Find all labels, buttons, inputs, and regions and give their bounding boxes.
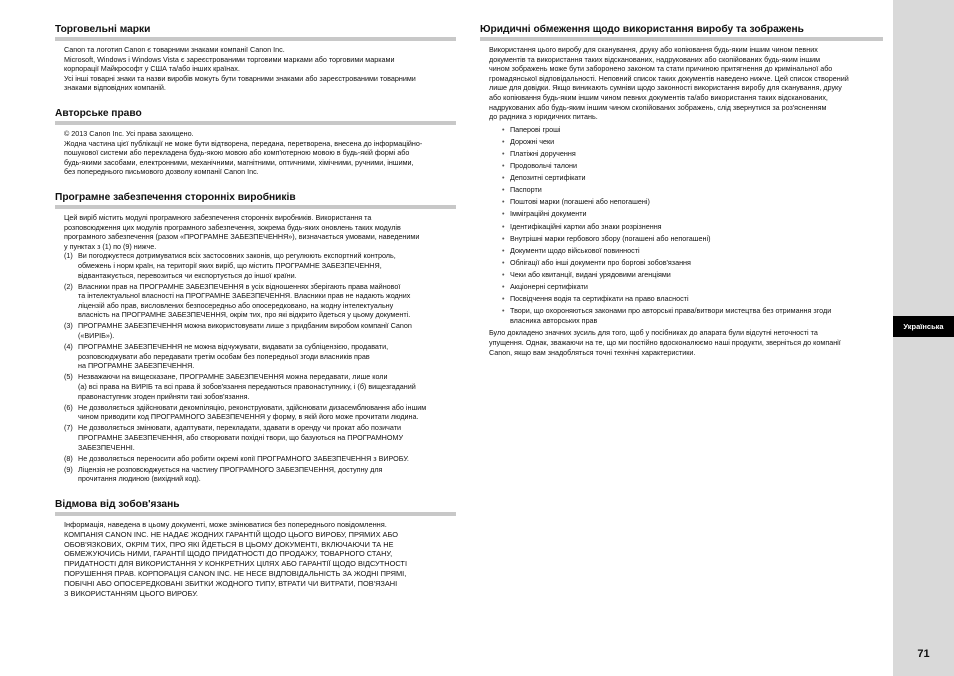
- section-disclaimer: [55, 499, 456, 598]
- legal-limitations-intro: [489, 45, 883, 122]
- bullet-icon: •: [502, 245, 505, 255]
- bullet-icon: •: [502, 197, 505, 207]
- restricted-document-text: Продовольчі талони: [510, 161, 578, 171]
- condition-item: [64, 423, 456, 452]
- text-line: програмного забезпечення (разом «ПРОГРАМНЕ ЗАБЕЗПЕЧЕННЯ»), визначається умовами, наведеними: [64, 232, 420, 242]
- condition-text-line: Незважаючи на вищесказане, ПРОГРАМНЕ ЗАБЕЗПЕЧЕННЯ можна передавати, лише коли: [78, 372, 388, 382]
- text-line: Microsoft, Windows і Windows Vista є зареєстрованими торговими марками або торговими марками: [64, 54, 395, 64]
- condition-text-line: ПРОГРАМНЕ ЗАБЕЗПЕЧЕННЯ, або створювати похідні твори, що базуються на ПРОГРАМНОМУ: [78, 433, 404, 442]
- text-line: ПРИДАТНОСТІ ДЛЯ ВИКОРИСТАННЯ У КОНКРЕТНИХ ЦІЛЯХ АБО ГАРАНТІЇ ЩОДО ВІДСУТНОСТІ: [64, 559, 408, 569]
- condition-item: [64, 251, 456, 280]
- restricted-document-item: [502, 258, 883, 268]
- condition-text-line: ПРОГРАМНЕ ЗАБЕЗПЕЧЕННЯ не можна відчужувати, видавати за субліцензією, продавати,: [78, 342, 389, 352]
- text-line: у пунктах з (1) по (9) нижче.: [64, 241, 157, 251]
- text-line: Використання цього виробу для сканування, друку або копіювання будь-яким іншим чином певних: [489, 45, 818, 54]
- condition-item: [64, 403, 456, 422]
- condition-text-line: Не дозволяється змінювати, адаптувати, перекладати, здавати в оренду чи прокат або позичати: [78, 423, 402, 433]
- restricted-document-text: Внутрішні марки гербового збору (погашені або непогашені): [510, 233, 711, 243]
- condition-item: [64, 454, 456, 464]
- bullet-icon: •: [502, 269, 505, 279]
- condition-item: [64, 342, 456, 371]
- condition-text-line: чином приводити код ПРОГРАМНОГО ЗАБЕЗПЕЧЕННЯ у форму, в якій його може прочитати людина.: [78, 412, 419, 422]
- legal-limitations-closing: [489, 328, 883, 357]
- third-party-intro: [64, 213, 456, 251]
- copyright-text: [64, 129, 456, 177]
- restricted-document-item: [502, 282, 883, 292]
- condition-number: (1): [64, 251, 73, 261]
- left-column: [55, 24, 456, 613]
- restricted-document-text: Чеки або квитанції, видані урядовими агенціями: [510, 269, 671, 279]
- heading-trademarks: Торговельні марки: [55, 24, 456, 41]
- condition-text-line: розповсюджувати або передавати третім особам без попередньої згоди власників прав: [78, 351, 370, 361]
- restricted-document-text: Дорожні чеки: [510, 136, 555, 146]
- condition-text-line: Ви погоджуєтеся дотримуватися всіх застосовних законів, що регулюють експортний контроль,: [78, 251, 396, 261]
- text-line: ПОРУШЕННЯ ПРАВ. КОРПОРАЦІЯ CANON INC. НЕ НЕСЕ ВІДПОВІДАЛЬНІСТЬ ЗА ЖОДНІ ПРЯМІ,: [64, 568, 407, 578]
- text-line: лише для довідки. Якщо виникають сумніви щодо законності використання виробу для сканування, друку: [489, 83, 842, 93]
- text-line: документів та використання таких відсканованих, надрукованих або скопійованих будь-яким іншим: [489, 54, 821, 64]
- text-line: Цей виріб містить модулі програмного забезпечення сторонніх виробників. Використання та: [64, 212, 372, 222]
- text-line: надрукованих або будь-яким іншим чином скопійованих зображень, слід звернутися за роз'ясненням: [489, 102, 827, 112]
- bullet-icon: •: [502, 294, 505, 304]
- restricted-document-text: Паперові гроші: [510, 124, 561, 134]
- restricted-document-text: Посвідчення водія та сертифікати на право власності: [510, 294, 689, 304]
- restricted-document-item: [502, 161, 883, 171]
- restricted-document-text: Акціонерні сертифікати: [510, 281, 588, 291]
- restricted-document-text: Облігації або інші документи про боргові зобов'язання: [510, 257, 691, 267]
- condition-text-line: (а) всі права на ВИРІБ та всі права й зобов'язання передаються правонаступнику, і (б) вищезгаданий: [78, 382, 416, 392]
- page-number: 71: [917, 648, 930, 660]
- bullet-icon: •: [502, 281, 505, 291]
- text-line: до радника з юридичних питань.: [489, 112, 598, 122]
- condition-number: (3): [64, 321, 73, 331]
- text-line: корпорації Майкрософт у США та/або інших країнах.: [64, 64, 240, 74]
- text-line: Інформація, наведена в цьому документі, може змінюватися без попереднього повідомлення.: [64, 519, 387, 529]
- condition-item: [64, 282, 456, 320]
- text-line: ПОБІЧНІ АБО ОПОСЕРЕДКОВАНІ ЗБИТКИ ЖОДНОГО ТИПУ, ВТРАТИ ЧИ ВИТРАТИ, ПОВ'ЯЗАНІ: [64, 578, 398, 588]
- section-third-party-software: [55, 192, 456, 484]
- restricted-document-item: [502, 222, 883, 232]
- condition-text-line: обмежень і норм країн, на території яких виріб, що містить ПРОГРАМНЕ ЗАБЕЗПЕЧЕННЯ,: [78, 260, 382, 270]
- text-line: Жодна частина цієї публікації не може бути відтворена, передана, перетворена, внесена до інформаційно-: [64, 138, 423, 148]
- restricted-document-item: [502, 209, 883, 219]
- restricted-document-item: [502, 197, 883, 207]
- condition-number: (5): [64, 372, 73, 382]
- restricted-document-item: [502, 185, 883, 195]
- heading-legal-limitations: Юридичні обмеження щодо використання виробу та зображень: [480, 24, 883, 41]
- bullet-icon: •: [502, 124, 505, 134]
- restricted-document-item: [502, 306, 883, 325]
- restricted-document-item: [502, 294, 883, 304]
- heading-copyright: Авторське право: [55, 108, 456, 125]
- condition-text-line: Власники прав на ПРОГРАМНЕ ЗАБЕЗПЕЧЕННЯ в усіх відношеннях зберігають права майнової: [78, 281, 401, 291]
- restricted-documents-list: [502, 125, 883, 326]
- restricted-document-text: Платіжні доручення: [510, 148, 576, 158]
- bullet-icon: •: [502, 257, 505, 267]
- text-line: пошукової системи або перекладена будь-якою мовою або комп'ютерною мовою в будь-якій формі або: [64, 148, 410, 158]
- text-line: Усі інші товарні знаки та назви виробів можуть бути товарними знаками або зареєстрованими товарними: [64, 73, 416, 83]
- text-line: або копіювання будь-яким іншим чином певних документів та/або використання таких відсканованих,: [489, 92, 828, 102]
- condition-text-line: Ліцензія не розповсюджується на частину ПРОГРАМНОГО ЗАБЕЗПЕЧЕННЯ, доступну для: [78, 464, 383, 474]
- disclaimer-text: [64, 520, 456, 598]
- restricted-document-text: Депозитні сертифікати: [510, 173, 586, 183]
- condition-text-line: ЗАБЕЗПЕЧЕННІ.: [78, 442, 135, 452]
- text-line: упущення. Однак, зважаючи на те, що ми постійно вдосконалюємо наші продукти, зверніться до компанії: [489, 337, 841, 347]
- text-line: З ВИКОРИСТАННЯМ ЦЬОГО ВИРОБУ.: [64, 588, 198, 598]
- text-line: без попереднього письмового дозволу компанії Canon Inc.: [64, 167, 259, 177]
- restricted-document-text: Паспорти: [510, 185, 542, 195]
- text-line: Canon, якщо вам знадобляться точні технічні характеристики.: [489, 347, 696, 357]
- text-line: розповсюдження цих модулів програмного забезпечення, зокрема будь-яких оновлень таких модулів: [64, 222, 401, 232]
- bullet-icon: •: [502, 161, 505, 171]
- restricted-document-text: власника авторських прав: [510, 315, 598, 325]
- condition-text-line: та інтелектуальної власності на ПРОГРАМНЕ ЗАБЕЗПЕЧЕННЯ. Власники прав не надають жодних: [78, 291, 411, 301]
- text-line: чином зображень може бути заборонено законом та стати причиною притягнення до кримінальної або: [489, 64, 833, 74]
- condition-number: (8): [64, 453, 73, 463]
- text-line: ОБОВ'ЯЗКОВИХ, ОКРІМ ТИХ, ПРО ЯКІ ЙДЕТЬСЯ В ЦЬОМУ ДОКУМЕНТІ, ВКЛЮЧАЮЧИ ТА НЕ: [64, 539, 394, 549]
- condition-text-line: Не дозволяється здійснювати декомпіляцію, реконструювати, здійснювати дизасемблювання або іншим: [78, 402, 427, 412]
- right-column: [480, 24, 883, 372]
- text-line: © 2013 Canon Inc. Усі права захищено.: [64, 128, 194, 138]
- side-margin-strip: [893, 0, 954, 676]
- restricted-document-item: [502, 270, 883, 280]
- condition-text-line: власність на ПРОГРАМНЕ ЗАБЕЗПЕЧЕННЯ, окрім тих, про які відкрито йдеться у цьому документі.: [78, 310, 411, 320]
- condition-text-line: на ПРОГРАМНЕ ЗАБЕЗПЕЧЕННЯ.: [78, 361, 195, 371]
- bullet-icon: •: [502, 148, 505, 158]
- bullet-icon: •: [502, 221, 505, 231]
- text-line: Було докладено значних зусиль для того, щоб у посібниках до апарата були відсутні неточності та: [489, 328, 818, 338]
- restricted-document-text: Ідентифікаційні картки або знаки розрізнення: [510, 221, 662, 231]
- restricted-document-item: [502, 149, 883, 159]
- bullet-icon: •: [502, 185, 505, 195]
- text-line: знаками відповідних компаній.: [64, 83, 166, 93]
- condition-text-line: ПРОГРАМНЕ ЗАБЕЗПЕЧЕННЯ можна використовувати лише з придбаним виробом компанії Canon: [78, 321, 412, 331]
- bullet-icon: •: [502, 136, 505, 146]
- restricted-document-text: Твори, що охороняються законами про авторські права/витвори мистецтва без отримання згоди: [510, 306, 832, 316]
- condition-item: [64, 321, 456, 340]
- text-line: ОБМЕЖУЮЧИСЬ НИМИ, ГАРАНТІЇ ЩОДО ПРИДАТНОСТІ ДО ПРОДАЖУ, ТОВАРНОГО СТАНУ,: [64, 549, 393, 559]
- language-tab: Українська: [893, 316, 954, 337]
- bullet-icon: •: [502, 173, 505, 183]
- condition-text-line: («ВИРІБ»).: [78, 331, 115, 341]
- restricted-document-item: [502, 125, 883, 135]
- bullet-icon: •: [502, 233, 505, 243]
- heading-disclaimer: Відмова від зобов'язань: [55, 499, 456, 516]
- condition-text-line: відвантажується, перевозиться чи експортується до іншої країни.: [78, 270, 297, 280]
- condition-number: (2): [64, 281, 73, 291]
- restricted-document-item: [502, 137, 883, 147]
- restricted-document-text: Імміграційні документи: [510, 209, 587, 219]
- condition-text-line: правонаступник згоден прийняти такі зобов'язання.: [78, 391, 250, 401]
- condition-text-line: ліцензій або прав, висловлених безпосередньо або опосередковано, на жодну інтелектуальну: [78, 300, 394, 310]
- bullet-icon: •: [502, 306, 505, 316]
- text-line: КОМПАНІЯ CANON INC. НЕ НАДАЄ ЖОДНИХ ГАРАНТІЙ ЩОДО ЦЬОГО ВИРОБУ, ПРЯМИХ АБО: [64, 529, 398, 539]
- text-line: громадянської відповідальності. Неповний список таких документів наведено нижче. Цей список створений: [489, 73, 849, 83]
- restricted-document-item: [502, 173, 883, 183]
- condition-number: (4): [64, 342, 73, 352]
- restricted-document-text: Документи щодо військової повинності: [510, 245, 640, 255]
- text-line: будь-якими засобами, електронними, механічними, магнітними, оптичними, хімічними, ручними, іншими,: [64, 157, 414, 167]
- condition-item: [64, 465, 456, 484]
- restricted-document-item: [502, 246, 883, 256]
- third-party-conditions-list: [64, 251, 456, 484]
- section-copyright: [55, 108, 456, 177]
- restricted-document-text: Поштові марки (погашені або непогашені): [510, 197, 650, 207]
- condition-item: [64, 372, 456, 401]
- restricted-document-item: [502, 234, 883, 244]
- condition-number: (7): [64, 423, 73, 433]
- section-trademarks: [55, 24, 456, 93]
- condition-number: (6): [64, 402, 73, 412]
- trademarks-text: [64, 45, 456, 93]
- section-legal-limitations: [480, 24, 883, 357]
- bullet-icon: •: [502, 209, 505, 219]
- text-line: Canon та логотип Canon є товарними знаками компанії Canon Inc.: [64, 45, 285, 54]
- condition-number: (9): [64, 464, 73, 474]
- condition-text-line: Не дозволяється переносити або робити окремі копії ПРОГРАМНОГО ЗАБЕЗПЕЧЕННЯ з ВИРОБУ.: [78, 453, 409, 463]
- condition-text-line: прочитання людиною (вихідний код).: [78, 474, 201, 484]
- heading-third-party-software: Програмне забезпечення сторонніх виробників: [55, 192, 456, 209]
